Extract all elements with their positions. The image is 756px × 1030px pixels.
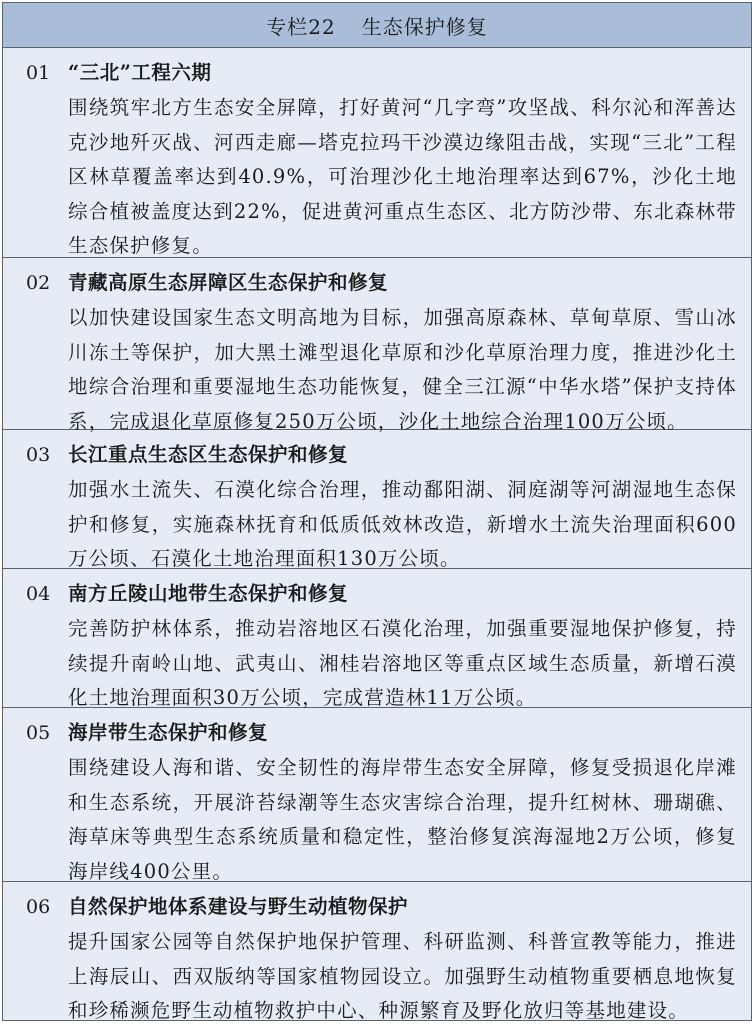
section-03 bbox=[3, 430, 751, 569]
section-title: 青藏高原生态屏障区生态保护和修复 bbox=[68, 271, 389, 294]
column-header bbox=[3, 3, 751, 48]
section-number: 06 bbox=[26, 896, 51, 918]
column-box bbox=[2, 2, 752, 1021]
column-label: 专栏22 bbox=[266, 14, 336, 39]
section-01 bbox=[3, 48, 751, 258]
section-number: 05 bbox=[26, 722, 51, 744]
section-body: 围绕建设人海和谐、安全韧性的海岸带生态安全屏障，修复受损退化岸滩和生态系统，开展浒苔绿潮等生态灾害综合治理，提升红树林、珊瑚礁、海草床等典型生态系统质量和稳定性，整治修复滨海湿地2万公顷，修复海岸线400公里。 bbox=[68, 756, 737, 883]
section-body: 以加快建设国家生态文明高地为目标，加强高原森林、草甸草原、雪山冰川冻土等保护，加大黑土滩型退化草原和沙化草原治理力度，推进沙化土地综合治理和重要湿地生态功能恢复，健全三江源“中华水塔”保护支持体系，完成退化草原修复250万公顷，沙化土地综合治理100万公顷。 bbox=[68, 306, 737, 433]
section-title: 长江重点生态区生态保护和修复 bbox=[68, 443, 349, 466]
section-04 bbox=[3, 569, 751, 708]
section-title: 海岸带生态保护和修复 bbox=[68, 721, 269, 744]
section-body: 完善防护林体系，推动岩溶地区石漠化治理，加强重要湿地保护修复，持续提升南岭山地、武夷山、湘桂岩溶地区等重点区域生态质量，新增石漠化土地治理面积30万公顷，完成营造林11万公顷。 bbox=[68, 617, 737, 709]
section-number: 02 bbox=[26, 272, 51, 294]
section-body: 围绕筑牢北方生态安全屏障，打好黄河“几字弯”攻坚战、科尔沁和浑善达克沙地歼灭战、河西走廊—塔克拉玛干沙漠边缘阻击战，实现“三北”工程区林草覆盖率达到40.9%，可治理沙化土地治理率达到67%，沙化土地综合植被盖度达到22%，促进黄河重点生态区、北方防沙带、东北森林带生态保护修复。 bbox=[68, 96, 737, 257]
section-06 bbox=[3, 882, 751, 1030]
section-title: 南方丘陵山地带生态保护和修复 bbox=[68, 582, 349, 605]
section-title: “三北”工程六期 bbox=[68, 61, 212, 84]
section-body: 加强水土流失、石漠化综合治理，推动鄱阳湖、洞庭湖等河湖湿地生态保护和修复，实施森林抚育和低质低效林改造，新增水土流失治理面积600万公顷、石漠化土地治理面积130万公顷。 bbox=[68, 478, 737, 570]
section-number: 04 bbox=[26, 583, 51, 605]
column-title: 生态保护修复 bbox=[361, 14, 488, 39]
section-number: 03 bbox=[26, 444, 51, 466]
section-title: 自然保护地体系建设与野生动植物保护 bbox=[68, 895, 409, 918]
section-number: 01 bbox=[26, 62, 51, 84]
section-02 bbox=[3, 258, 751, 433]
section-05 bbox=[3, 708, 751, 882]
section-body: 提升国家公园等自然保护地保护管理、科研监测、科普宣教等能力，推进上海辰山、西双版纳等国家植物园设立。加强野生动植物重要栖息地恢复和珍稀濒危野生动植物救护中心、种源繁育及野化放归等基地建设。 bbox=[68, 930, 737, 1022]
